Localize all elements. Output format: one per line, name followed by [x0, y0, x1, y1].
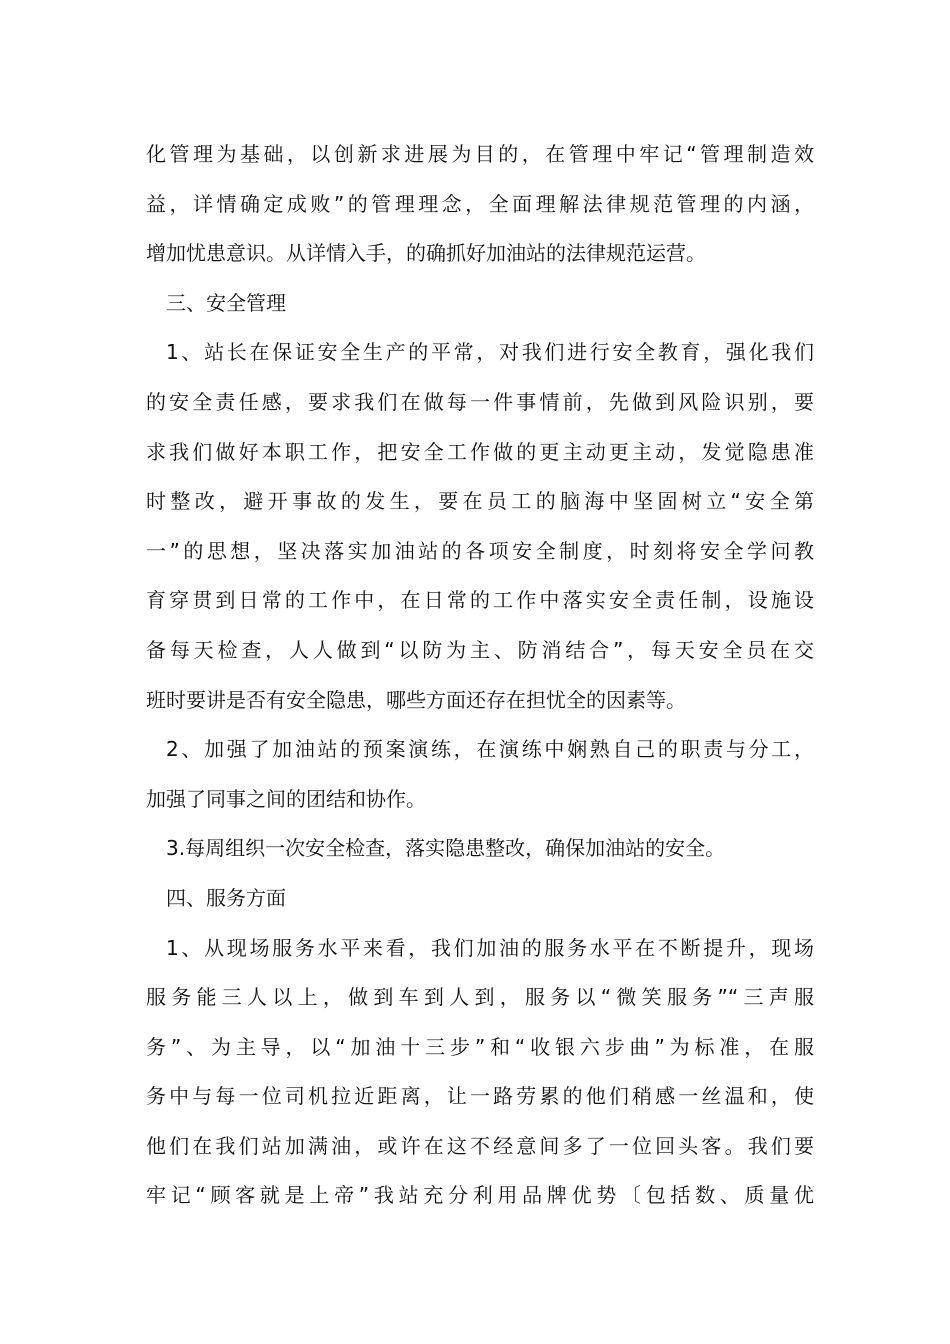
text-line: 班时要讲是否有安全隐患，哪些方面还存在担忧全的因素等。 [146, 687, 686, 712]
text-line: 求我们做好本职工作，把安全工作做的更主动更主动，发觉隐患准 [146, 439, 814, 464]
text-line: 一”的思想，坚决落实加油站的各项安全制度，时刻将安全学问教 [146, 538, 814, 563]
text-line: 服务能三人以上，做到车到人到，服务以“微笑服务”“三声服 [146, 985, 814, 1010]
text-line: 他们在我们站加满油，或许在这不经意间多了一位回头客。我们要 [146, 1133, 814, 1158]
text-line: 育穿贯到日常的工作中，在日常的工作中落实安全责任制，设施设 [146, 588, 814, 613]
text-line: 时整改，避开事故的发生，要在员工的脑海中坚固树立“安全第 [146, 489, 814, 514]
body-text [146, 130, 814, 1221]
text-line: 3.每周组织一次安全检查，落实隐患整改，确保加油站的安全。 [166, 836, 726, 861]
text-line: 务中与每一位司机拉近距离，让一路劳累的他们稍感一丝温和，使 [146, 1084, 814, 1109]
text-line: 益，详情确定成败”的管理理念，全面理解法律规范管理的内涵， [146, 191, 814, 216]
text-line: 备每天检查，人人做到“以防为主、防消结合”，每天安全员在交 [146, 637, 814, 662]
text-line: 三、安全管理 [166, 290, 286, 315]
text-line: 增加忧患意识。从详情入手，的确抓好加油站的法律规范运营。 [146, 241, 706, 266]
text-line: 加强了同事之间的团结和协作。 [146, 786, 426, 811]
text-line: 四、服务方面 [166, 885, 286, 910]
text-line: 务”、为主导，以“加油十三步”和“收银六步曲”为标准，在服 [146, 1034, 814, 1059]
text-line: 化管理为基础，以创新求进展为目的，在管理中牢记“管理制造效 [146, 142, 814, 166]
text-line: 牢记“顾客就是上帝”我站充分利用品牌优势〔包括数、质量优 [146, 1183, 814, 1208]
text-line: 2、加强了加油站的预案演练，在演练中娴熟自己的职责与分工， [166, 737, 814, 762]
text-line: 1、站长在保证安全生产的平常，对我们进行安全教育，强化我们 [166, 340, 814, 365]
text-line: 1、从现场服务水平来看，我们加油的服务水平在不断提升，现场 [166, 935, 814, 960]
text-line: 的安全责任感，要求我们在做每一件事情前，先做到风险识别，要 [146, 389, 814, 414]
